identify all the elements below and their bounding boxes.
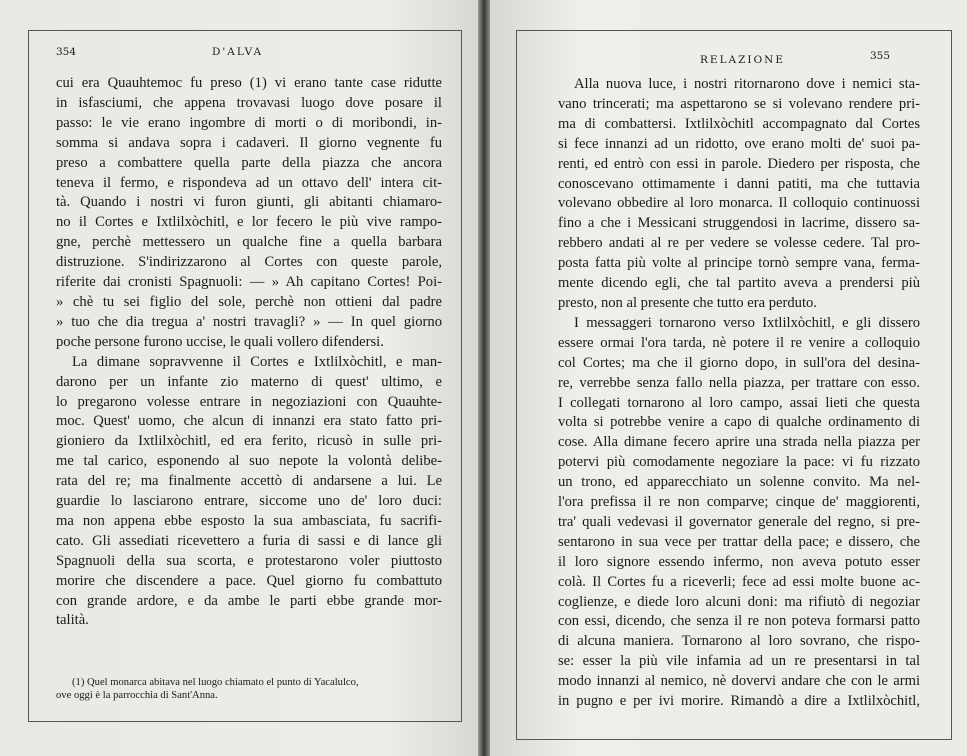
text-line: colà. Il Cortes fu a riceverli; fece ad essi molte buone ac-	[558, 573, 920, 590]
footnote-line: (1) Quel monarca abitava nel luogo chiamato el punto di Yacalulco,	[72, 677, 359, 688]
text-line: lo pregarono volesse entrare in negoziazioni con Quauhte-	[56, 393, 442, 410]
text-line: ma non appena ebbe esposto la sua ambasciata, fu sacrifi-	[56, 512, 442, 529]
text-line: presto, non al presente che tutto era perduto.	[558, 294, 817, 311]
text-line: essere ormai l'ora tarda, nè potere il re venire a colloquio	[558, 334, 920, 351]
text-line: renti, ed entrò con essi in parole. Diedero per risposta, che	[558, 155, 920, 172]
text-line: ma di combattersi. Ixtlilxòchitl accompagnato dal Cortes	[558, 115, 920, 132]
text-line: si fece innanzi ad un ridotto, ove erano molti de' suoi pa-	[558, 135, 920, 152]
text-line: fino a che i Messicani struggendosi in lacrime, dissero sa-	[558, 215, 920, 232]
text-line: vano trincerati; ma aspettarono se si volevano rendere pri-	[558, 95, 920, 112]
text-line: volevano obbedire al loro monarca. Il colloquio continuossi	[558, 195, 920, 212]
text-line: potervi più comodamente negoziare la pace: vi fu rizzato	[558, 454, 920, 471]
text-line: l'ora prefissa il re non comparve; cinque de' maggiorenti,	[558, 494, 920, 511]
text-line: darono per un infante zio materno di quest' ultimo, e	[56, 373, 442, 390]
text-line: I messaggeri tornarono verso Ixtlilxòchitl, e gli dissero	[574, 314, 920, 331]
text-line: il loro signore essendo infermo, non aveva potuto esser	[558, 553, 920, 570]
text-line: volta si potrebbe venire a capo di qualche ordinamento di	[558, 414, 920, 431]
text-line: di alcuna maniera. Tornarono al loro sovrano, che rispo-	[558, 633, 920, 650]
text-line: in isfasciumi, che appena trovavasi luogo dove posare il	[56, 94, 442, 111]
text-line: talità.	[56, 612, 89, 629]
text-line: distruzione. S'indirizzarono al Cortes con queste parole,	[56, 254, 442, 271]
left-page-number: 354	[56, 46, 77, 58]
text-line: La dimane sopravvenne il Cortes e Ixtlilxòchitl, e man-	[72, 353, 442, 370]
right-running-head: RELAZIONE	[700, 54, 786, 66]
footnote-line: ove oggi è la parrocchia di Sant'Anna.	[56, 690, 218, 701]
text-line: tà. Quando i nostri vi furon giunti, gli abitanti chiamaro-	[56, 194, 442, 211]
right-page-number: 355	[870, 50, 891, 62]
text-line: modo innanzi al nemico, nè dovervi andare che con le armi	[558, 673, 920, 690]
right-page	[490, 0, 967, 756]
text-line: se: esser la più vile infamia ad un re presentarsi in tal	[558, 653, 920, 670]
text-line: rebbero andati al re per vedere se volesse cedere. Tal pro-	[558, 235, 920, 252]
text-line: cato. Gli assediati ricevettero a furia di sassi e di lance gli	[56, 532, 442, 549]
text-line: preso a combattere quella parte della piazza che ancora	[56, 154, 442, 171]
text-line: un trono, ed apparecchiato un solenne convito. Ma nel-	[558, 474, 920, 491]
text-line: poche persone furono uccise, le quali vollero difendersi.	[56, 333, 384, 350]
text-line: I collegati tornarono al loro campo, assai lieti che questa	[558, 394, 920, 411]
book-gutter	[478, 0, 490, 756]
left-page	[0, 0, 478, 756]
text-line: rata del re; ma finalmente accettò di andarsene a lui. Le	[56, 473, 442, 490]
text-line: con essi, dicendo, che senza il re non poteva formarsi patto	[558, 613, 920, 630]
text-line: gne, perchè mettessero un qualche fine a quella barbara	[56, 234, 442, 251]
left-running-head: D'ALVA	[212, 46, 264, 58]
text-line: mente dicendo egli, che tal partito aveva a prendersi più	[558, 275, 920, 292]
text-line: cui era Quauhtemoc fu preso (1) vi erano tante case ridutte	[56, 75, 442, 91]
text-line: Spagnuoli della sua scorta, e protestarono voler piuttosto	[56, 552, 442, 569]
text-line: re, verrebbe senza fallo nella piazza, per trattare con esso.	[558, 374, 920, 391]
text-line: somma si andava sopra i cadaveri. Il giorno vegnente fu	[56, 134, 442, 151]
text-line: gioniero da Ixtlilxòchitl, ed era ferito, ricusò in sulle pri-	[56, 433, 442, 450]
text-line: conoscevano ottimamente i danni patiti, ma che tuttavia	[558, 175, 920, 192]
text-line: posta fatta più volte al principe tornò sempre vana, ferma-	[558, 255, 920, 272]
text-line: moc. Quest' uomo, che alcun di innanzi era stato fatto pri-	[56, 413, 442, 430]
text-line: Alla nuova luce, i nostri ritornarono dove i nemici sta-	[574, 76, 920, 92]
text-line: col Cortes; ma che il giorno dopo, in sull'ora del desina-	[558, 354, 920, 371]
text-line: tra' quali vedevasi il governator generale del regno, si pre-	[558, 513, 920, 530]
right-body-text	[558, 75, 920, 712]
text-line: passo: le vie erano ingombre di morti o di moribondi, in-	[56, 114, 442, 131]
left-footnote	[56, 676, 442, 702]
text-line: riferite dai cronisti Spagnuoli: — » Ah capitano Cortes! Poi-	[56, 274, 442, 291]
text-line: » chè tu sei figlio del sole, perchè non ottieni dal padre	[56, 293, 442, 310]
text-line: no il Cortes e Ixtlilxòchitl, e lor fecero le più vive rampo-	[56, 214, 442, 231]
text-line: » tuo che dia tregua a' nostri travagli? » — In quel giorno	[56, 313, 442, 330]
text-line: me tal carico, esponendo al suo nepote la volontà delibe-	[56, 453, 442, 470]
text-line: in pugno e per ivi morire. Rimandò a dire a Ixtlilxòchitl,	[558, 693, 920, 710]
text-line: guardie lo lasciarono entrare, siccome uno de' loro duci:	[56, 493, 442, 510]
left-body-text	[56, 74, 442, 631]
text-line: coglienze, e diede loro alcuni doni: ma rifiutò di negoziar	[558, 593, 920, 610]
text-line: morire che discendere a pace. Quel giorno fu combattuto	[56, 572, 442, 589]
text-line: sentarono in sua vece per trattar della pace; e dissero, che	[558, 533, 920, 550]
text-line: cose. Alla dimane fecero aprire una strada nella piazza per	[558, 434, 920, 451]
text-line: teneva il fermo, e rispondeva ad un ottavo dell' intera cit-	[56, 174, 442, 191]
text-line: con grande ardore, e da ambe le parti ebbe grande mor-	[56, 592, 442, 609]
